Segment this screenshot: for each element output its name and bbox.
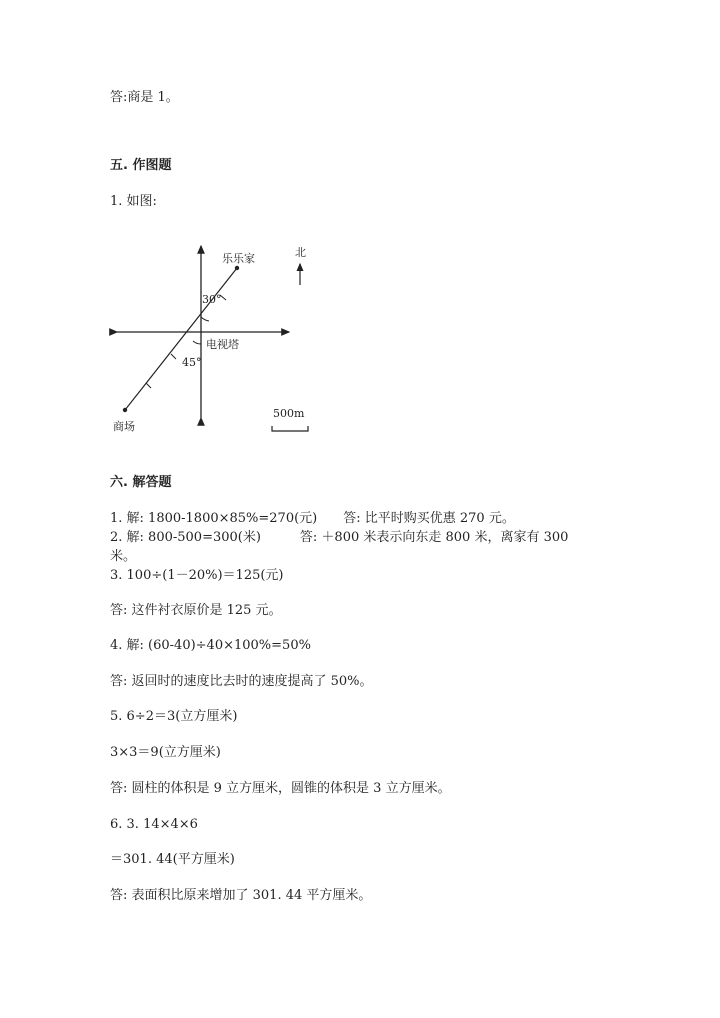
label-home: 乐乐家 [222,252,255,265]
angle-arc-30 [201,317,209,321]
answer-line: 答: 表面积比原来增加了 301. 44 平方厘米。 [110,888,372,903]
label-north: 北 [295,246,306,259]
answer-line: 2. 解: 800-500=300(米) 答: ＋800 米表示向东走 800 米，离家有 300 [110,530,569,545]
answer-line: 答: 这件衬衣原价是 125 元。 [110,603,282,618]
label-angle-30: 30° [202,293,222,306]
answer-line: 1. 解: 1800-1800×85%=270(元) 答: 比平时购买优惠 270 元。 [110,511,515,526]
answer-line: ＝301. 44(平方厘米) [110,852,235,867]
answer-line: 6. 3. 14×4×6 [110,817,198,832]
home-point [235,266,239,270]
section-6-title: 六. 解答题 [110,475,172,490]
label-angle-45: 45° [182,356,202,369]
previous-answer: 答:商是 1。 [110,90,179,105]
answer-line: 米。 [110,549,137,564]
label-mall: 商场 [113,420,135,433]
question-1-label: 1. 如图: [110,194,157,209]
answer-line: 5. 6÷2＝3(立方厘米) [110,709,238,724]
mall-point [123,408,127,412]
answer-line: 答: 返回时的速度比去时的速度提高了 50%。 [110,674,373,689]
answer-line: 4. 解: (60-40)÷40×100%=50% [110,638,311,653]
angle-arc-45 [193,341,201,344]
scale-bar [272,426,308,431]
section-5-title: 五. 作图题 [110,158,172,173]
answer-line: 3. 100÷(1－20%)＝125(元) [110,568,284,583]
answer-line: 3×3＝9(立方厘米) [110,745,221,760]
label-tower: 电视塔 [206,338,239,351]
answer-line: 答: 圆柱的体积是 9 立方厘米，圆锥的体积是 3 立方厘米。 [110,781,451,796]
label-scale: 500m [273,407,305,420]
